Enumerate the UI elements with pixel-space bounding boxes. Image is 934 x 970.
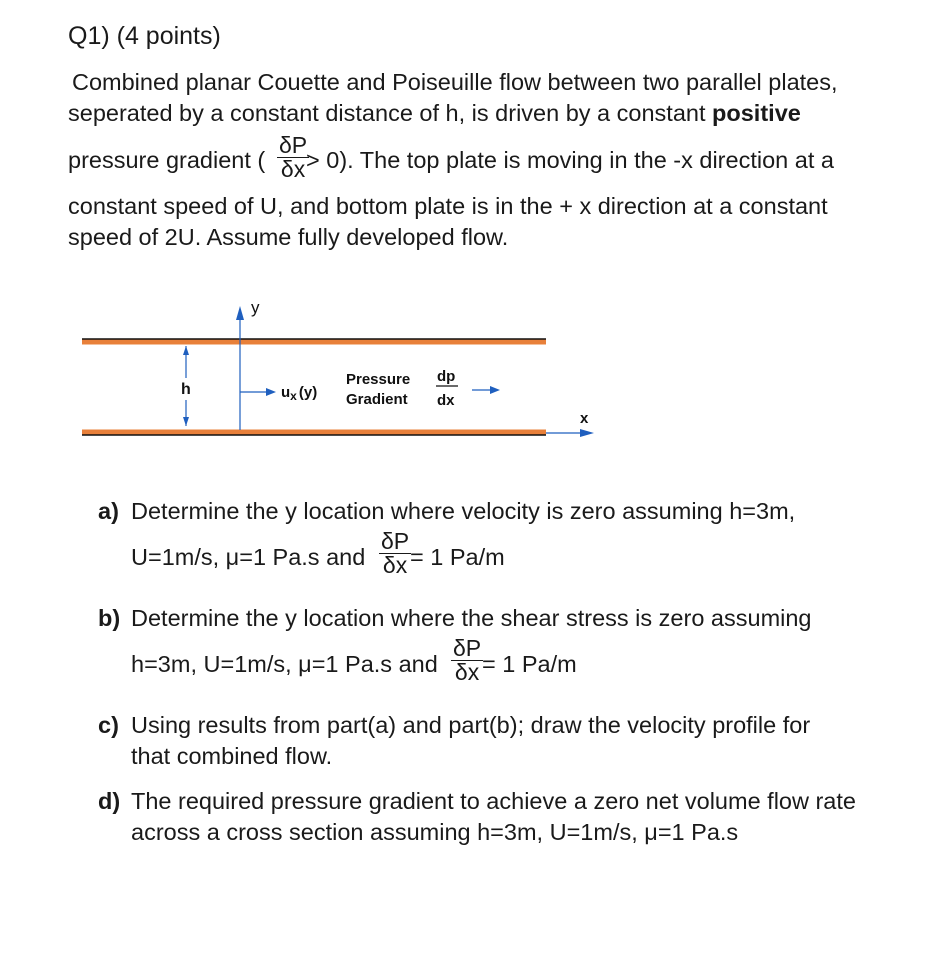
intro-line-5: speed of 2U. Assume fully developed flow. bbox=[68, 224, 509, 250]
part-a-line-1: Determine the y location where velocity is zero assuming h=3m, bbox=[131, 498, 796, 524]
y-axis-arrow-icon bbox=[236, 306, 244, 320]
part-a-line-2b: = 1 Pa/m bbox=[410, 544, 505, 570]
intro-line-3b: > 0). The top plate is moving in the -x direction at a bbox=[306, 147, 834, 173]
part-d-line-1: The required pressure gradient to achieve a zero net volume flow rate bbox=[131, 788, 856, 814]
question-heading: Q1) (4 points) bbox=[68, 22, 221, 50]
part-c-line-1: Using results from part(a) and part(b); draw the velocity profile for bbox=[131, 712, 811, 738]
intro-line-1: Combined planar Couette and Poiseuille flow between two parallel plates, bbox=[72, 69, 838, 95]
part-a-fraction bbox=[379, 530, 411, 577]
intro-line-3a: pressure gradient ( bbox=[68, 147, 266, 173]
intro-positive-bold: positive bbox=[712, 100, 801, 126]
fraction-denominator: δx bbox=[280, 156, 306, 182]
part-a-line-2a: U=1m/s, μ=1 Pa.s and bbox=[131, 544, 366, 570]
part-b-fraction bbox=[451, 637, 483, 684]
h-down-arrow-icon bbox=[183, 417, 189, 426]
part-a-label: a) bbox=[98, 498, 119, 524]
fraction-numerator: δP bbox=[279, 132, 308, 158]
part-b-label: b) bbox=[98, 605, 121, 631]
pressure-arrow-icon bbox=[490, 386, 500, 394]
intro-line-2-text: seperated by a constant distance of h, is driven by a constant bbox=[68, 100, 713, 126]
y-axis-label: y bbox=[251, 298, 260, 317]
flow-diagram bbox=[0, 280, 934, 460]
part-d-line-2: across a cross section assuming h=3m, U=1m/s, μ=1 Pa.s bbox=[131, 819, 739, 845]
h-label: h bbox=[181, 381, 191, 398]
ux-arrow-icon bbox=[266, 388, 276, 396]
intro-pressure-fraction bbox=[277, 134, 309, 181]
intro-line-4: constant speed of U, and bottom plate is in the + x direction at a constant bbox=[68, 193, 828, 219]
pressure-label: Pressure bbox=[346, 371, 411, 388]
part-b-line-1: Determine the y location where the shear stress is zero assuming bbox=[131, 605, 812, 631]
part-d-label: d) bbox=[98, 788, 121, 814]
fraction-numerator: δP bbox=[381, 528, 410, 554]
x-axis-arrow-icon bbox=[580, 429, 594, 437]
ux-label: $u_x$ (y) bbox=[281, 384, 318, 403]
intro-line-2 bbox=[68, 100, 801, 127]
fraction-denominator: δx bbox=[382, 552, 408, 578]
part-b-line-2a: h=3m, U=1m/s, μ=1 Pa.s and bbox=[131, 651, 438, 677]
dx-label: dx bbox=[437, 392, 455, 409]
h-up-arrow-icon bbox=[183, 346, 189, 355]
part-c-line-2: that combined flow. bbox=[131, 743, 333, 769]
part-c-label: c) bbox=[98, 712, 119, 738]
dp-label: dp bbox=[437, 368, 456, 385]
gradient-label: Gradient bbox=[346, 391, 408, 408]
top-plate bbox=[82, 339, 546, 342]
fraction-denominator: δx bbox=[454, 659, 480, 685]
part-b-line-2b: = 1 Pa/m bbox=[482, 651, 577, 677]
fraction-numerator: δP bbox=[453, 635, 482, 661]
bottom-plate bbox=[82, 432, 546, 435]
x-axis-label: x bbox=[580, 410, 589, 427]
